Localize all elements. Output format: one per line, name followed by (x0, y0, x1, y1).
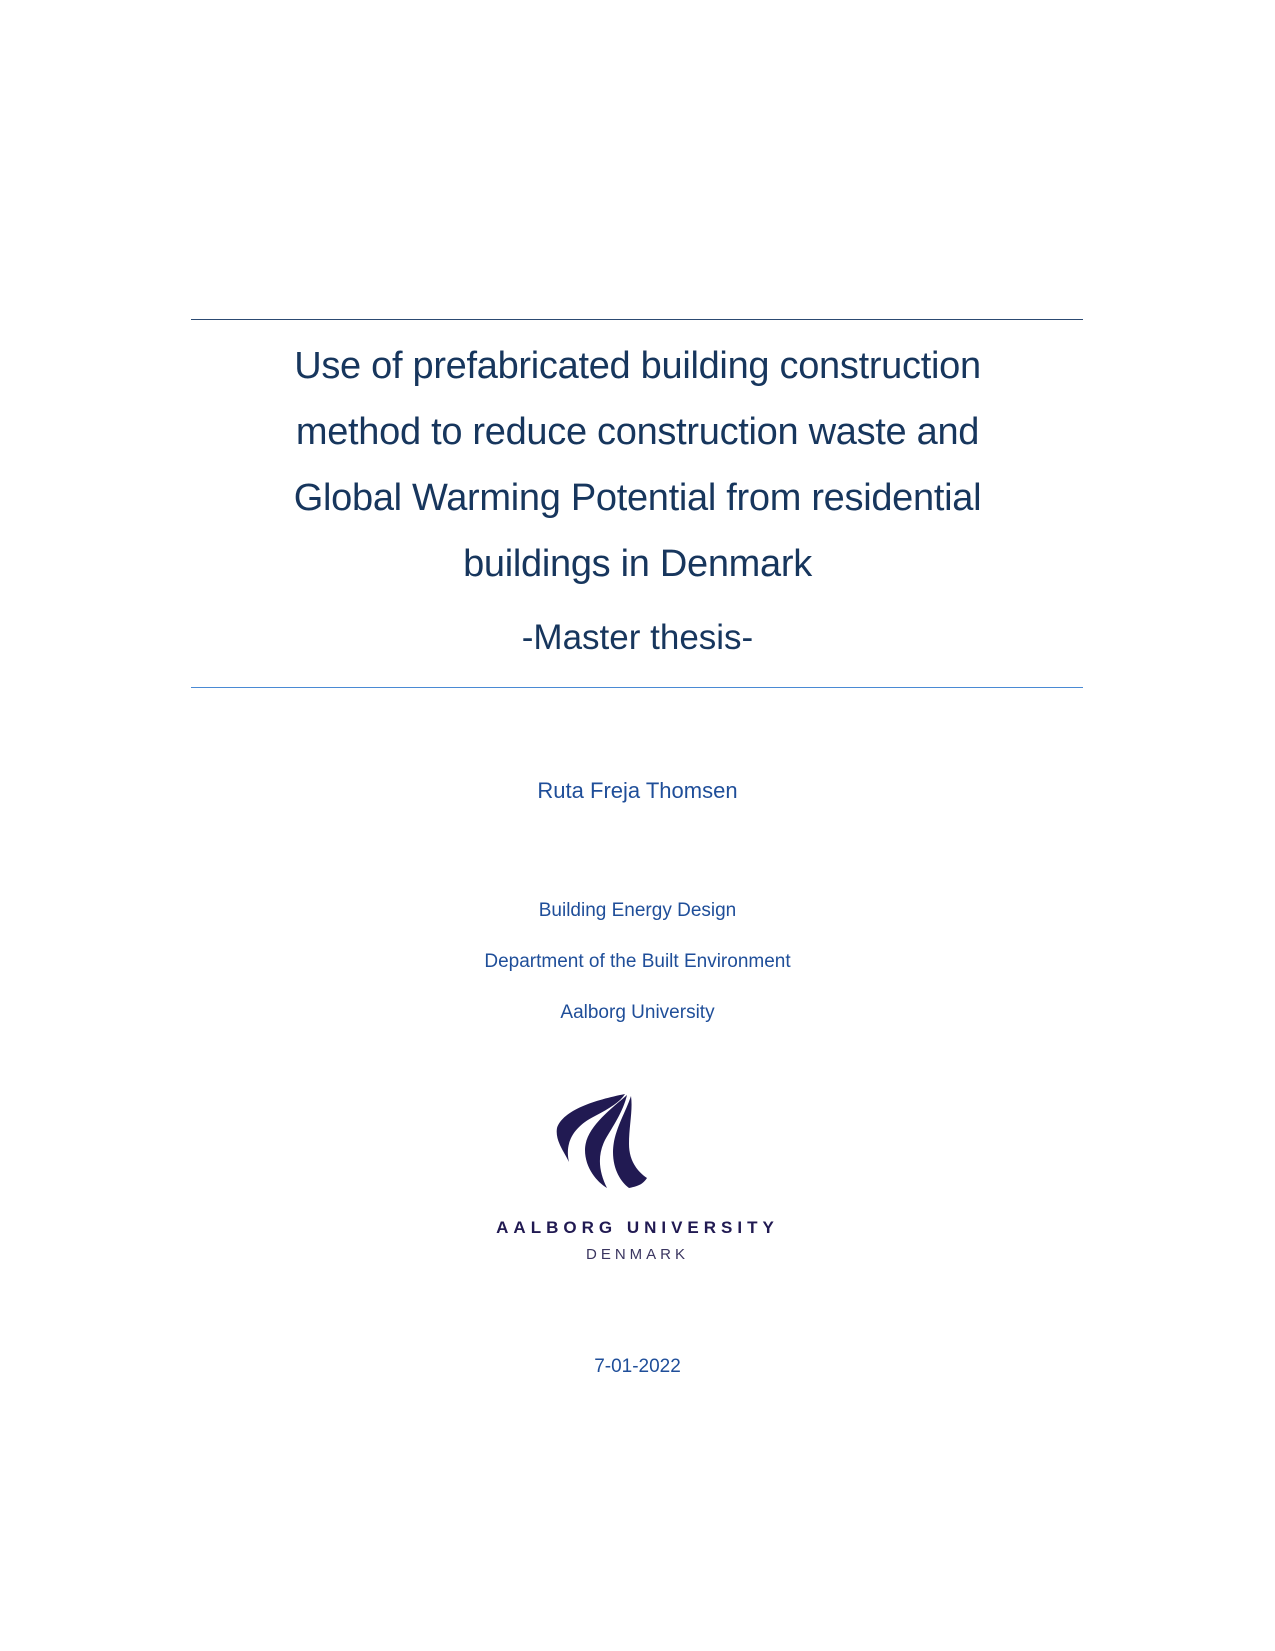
thesis-title (0, 333, 1275, 597)
department: Department of the Built Environment (484, 951, 791, 972)
title-line: method to reduce construction waste and (295, 411, 980, 453)
logo-name: AALBORG UNIVERSITY (496, 1218, 779, 1237)
author: Ruta Freja Thomsen (537, 778, 738, 803)
date: 7-01-2022 (594, 1356, 681, 1377)
university: Aalborg University (560, 1002, 715, 1023)
title-line: Global Warming Potential from residential (293, 477, 982, 519)
logo-country: DENMARK (585, 1246, 689, 1263)
top-divider (191, 319, 1083, 320)
programme: Building Energy Design (538, 900, 737, 921)
title-line: buildings in Denmark (463, 543, 812, 585)
bottom-divider (191, 687, 1083, 688)
subtitle: -Master thesis- (521, 618, 754, 657)
aalborg-university-logo-icon (555, 1090, 715, 1200)
title-line: Use of prefabricated building construction (294, 345, 981, 387)
